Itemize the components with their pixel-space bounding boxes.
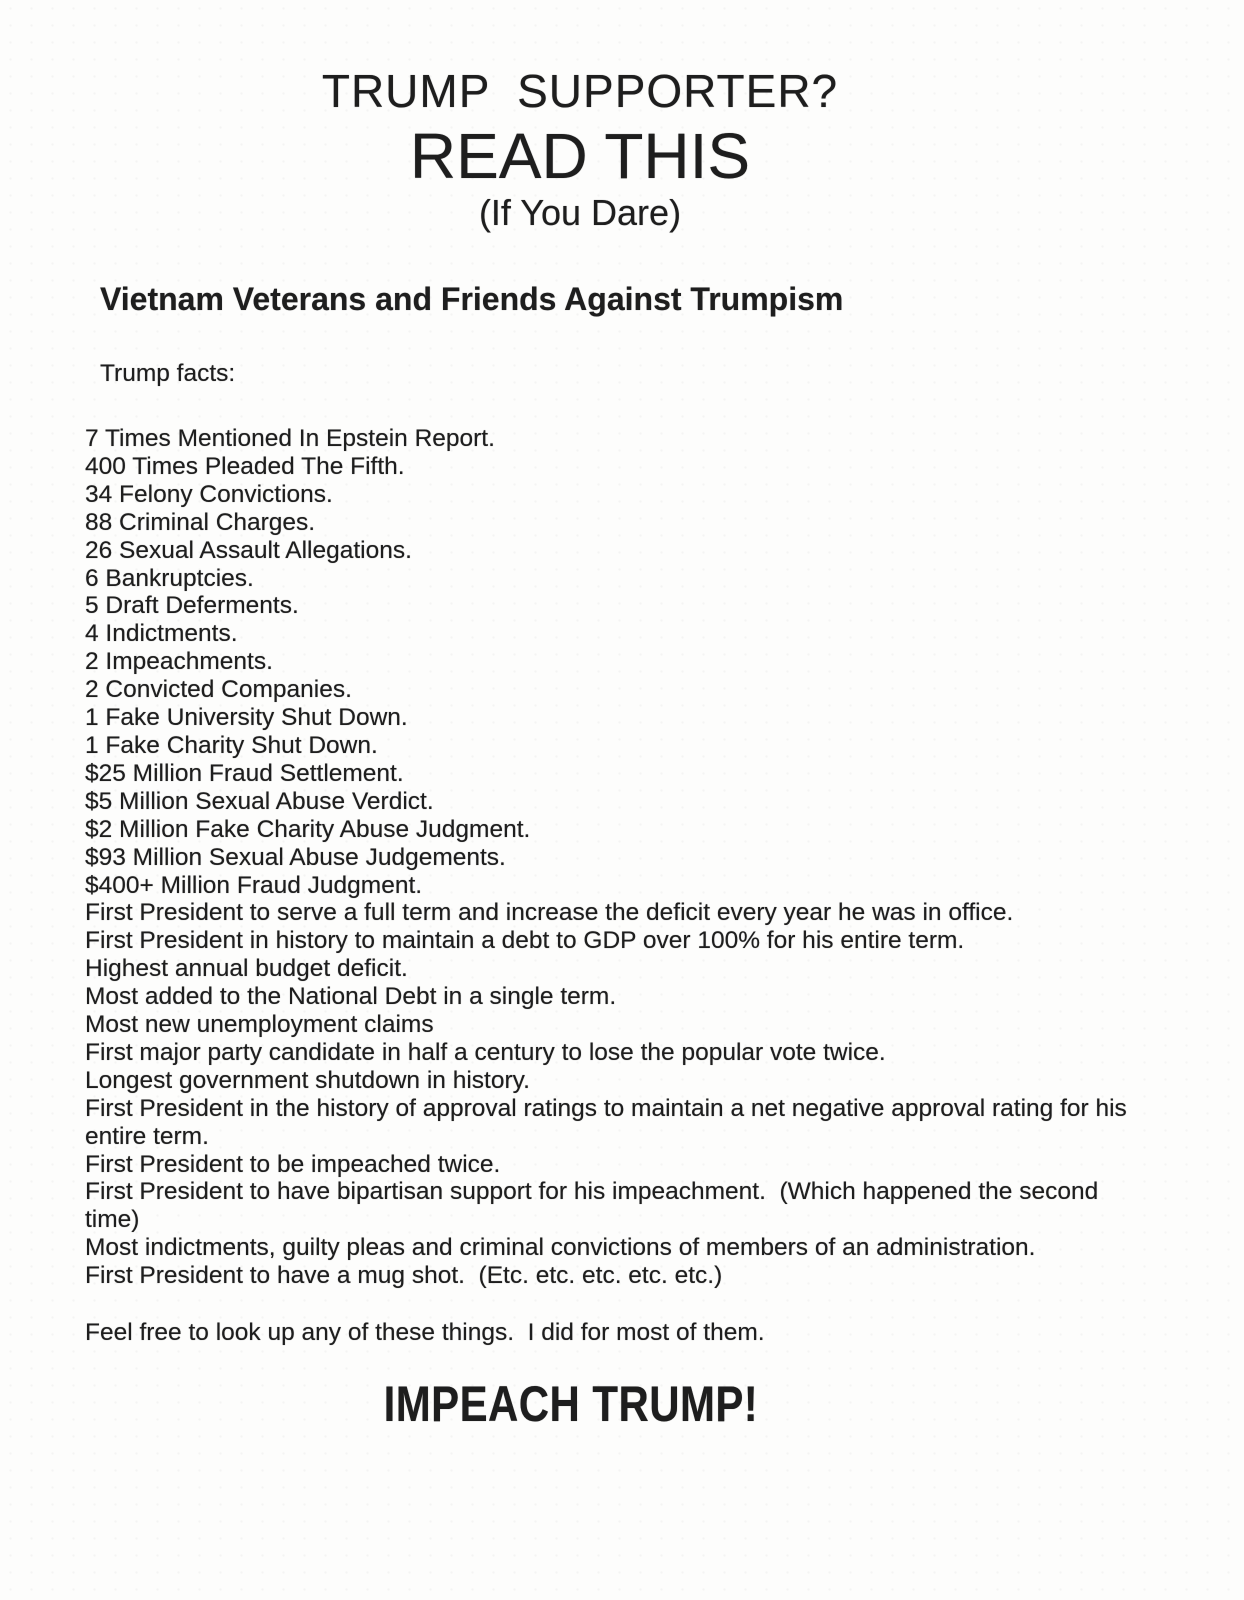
fact-line: $5 Million Sexual Abuse Verdict. [85,787,434,815]
closing-note: Feel free to look up any of these things. I did for most of them. [85,1319,765,1347]
call-to-action-row [0,1377,1142,1432]
fact-line: Most indictments, guilty pleas and criminal convictions of members of an administration. [85,1234,1036,1262]
fact-line: Longest government shutdown in history. [85,1066,530,1094]
fact-line: 34 Felony Convictions. [85,480,333,508]
fact-line: $25 Million Fraud Settlement. [85,759,404,787]
facts-heading: Trump facts: [100,360,236,387]
fact-line: Most new unemployment claims [85,1011,434,1039]
fact-line: 7 Times Mentioned In Epstein Report. [85,425,495,452]
fact-line: 2 Impeachments. [85,648,273,676]
flyer-header [0,64,1160,233]
title-line-read-this: READ THIS [409,120,751,192]
fact-line: First major party candidate in half a century to lose the popular vote twice. [85,1038,886,1066]
call-to-action-text: IMPEACH TRUMP! [383,1376,759,1433]
fact-line: 400 Times Pleaded The Fifth. [85,452,405,480]
fact-line: First President to be impeached twice. [85,1150,501,1178]
fact-line: $93 Million Sexual Abuse Judgements. [85,843,506,871]
fact-line: 4 Indictments. [85,620,238,648]
fact-line: $400+ Million Fraud Judgment. [85,871,423,899]
fact-line: 1 Fake Charity Shut Down. [85,731,378,759]
fact-line: 6 Bankruptcies. [85,564,254,592]
fact-line: Highest annual budget deficit. [85,955,408,983]
fact-line: 88 Criminal Charges. [85,508,316,536]
fact-line: First President to have a mug shot. (Etc. etc. etc. etc. etc.) [85,1262,723,1290]
fact-line: First President in history to maintain a debt to GDP over 100% for his entire term. [85,927,965,955]
fact-line: First President in the history of approval ratings to maintain a net negative approval rating for his entire term. [85,1094,1134,1150]
fact-line: First President to serve a full term and increase the deficit every year he was in office. [85,899,1014,927]
fact-line: 5 Draft Deferments. [85,592,299,620]
fact-line: 26 Sexual Assault Allegations. [85,536,412,564]
fact-line: First President to have bipartisan support for his impeachment. (Which happened the second time) [85,1178,1106,1234]
fact-line: Most added to the National Debt in a single term. [85,983,617,1011]
title-line-if-you-dare: (If You Dare) [478,192,682,233]
fact-line: 1 Fake University Shut Down. [85,704,408,732]
facts-list [85,425,1137,1290]
organization-byline: Vietnam Veterans and Friends Against Trumpism [100,281,844,317]
title-line-question: TRUMP SUPPORTER? [321,65,839,117]
fact-line: 2 Convicted Companies. [85,676,352,704]
fact-line: $2 Million Fake Charity Abuse Judgment. [85,815,531,843]
